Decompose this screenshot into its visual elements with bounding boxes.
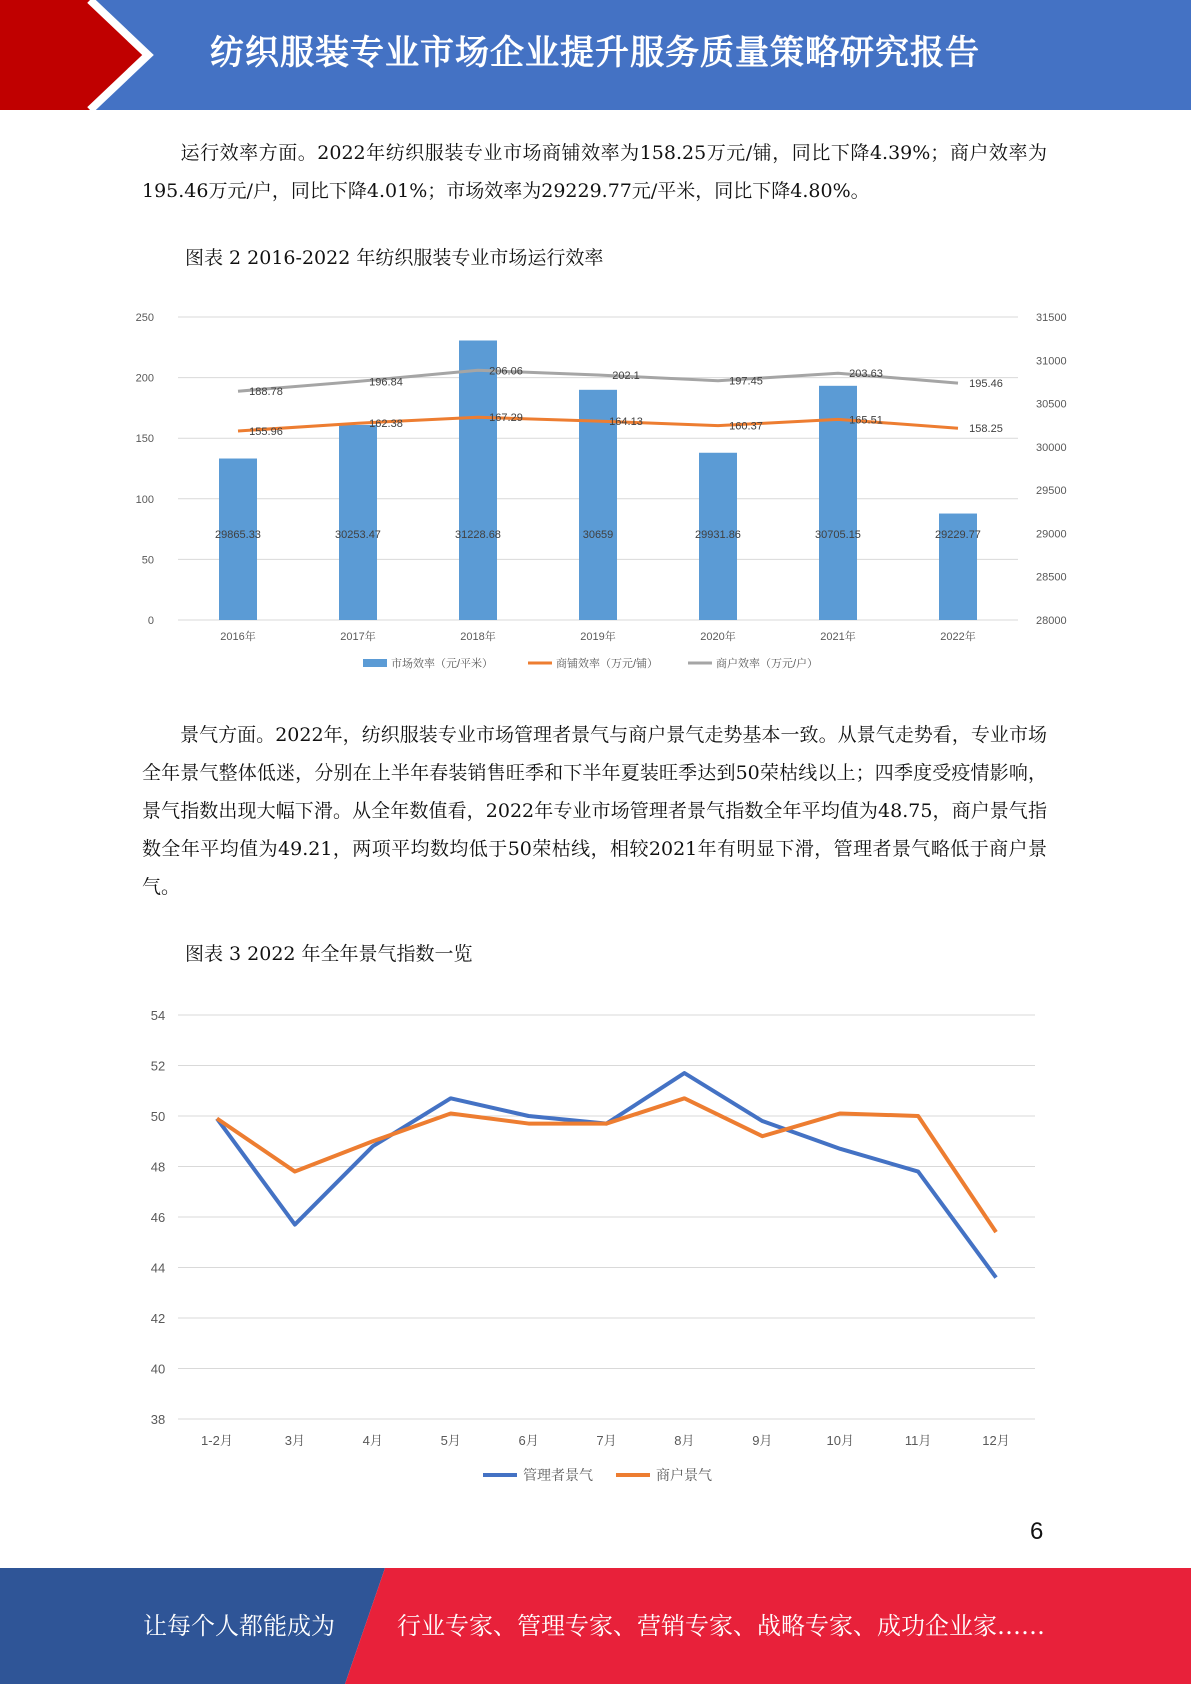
line-data-label: 188.78 — [249, 386, 283, 399]
report-title: 纺织服装专业市场企业提升服务质量策略研究报告 — [210, 33, 980, 73]
y2-tick-label: 31000 — [1036, 355, 1067, 368]
y-tick-label: 50 — [150, 1109, 166, 1124]
line-merchant-climate — [217, 1098, 996, 1232]
x-tick-label: 2021年 — [820, 631, 856, 643]
line-data-label: 155.96 — [249, 425, 283, 438]
x-tick-label: 2016年 — [220, 631, 256, 643]
y-tick-label: 42 — [150, 1311, 166, 1326]
y-tick-label: 54 — [150, 1008, 166, 1023]
y2-tick-label: 29500 — [1036, 485, 1067, 498]
header-chevron-decoration — [0, 0, 160, 110]
y-tick-label: 250 — [135, 312, 154, 324]
y2-tick-label: 28500 — [1036, 571, 1067, 584]
line-data-label: 196.84 — [369, 376, 403, 389]
x-tick-label: 1-2月 — [201, 1433, 233, 1448]
report-header — [0, 0, 1191, 110]
x-tick-label: 8月 — [674, 1433, 695, 1448]
x-tick-label: 9月 — [752, 1433, 773, 1448]
y2-tick-label: 31500 — [1036, 312, 1067, 324]
climate-index-chart — [138, 1000, 1058, 1500]
bar-data-label: 30659 — [582, 529, 614, 541]
y-tick-label: 44 — [150, 1260, 166, 1276]
x-tick-label: 3月 — [284, 1433, 305, 1448]
climate-paragraph: 景气方面。2022年，纺织服装专业市场管理者景气与商户景气走势基本一致。从景气走势看，专业市场全年景气整体低迷，分别在上半年春装销售旺季和下半年夏装旺季达到50荣枯线以上；四季度受疫情影响，景气指数出现大幅下滑。从全年数值看，2022年专业市场管理者景气指数全年平均值为48.75，商户景气指数全年平均值为49.21，两项平均数均低于50荣枯线，相较2021年有明显下滑，管理者景气略低于商户景气。 — [142, 724, 1047, 898]
footer-slogan-left: 让每个人都能成为 — [143, 1612, 335, 1640]
x-tick-label: 2019年 — [580, 631, 616, 643]
y2-tick-label: 30500 — [1036, 398, 1067, 411]
x-tick-label: 4月 — [362, 1433, 383, 1448]
y-tick-label: 0 — [147, 615, 154, 627]
x-tick-label: 5月 — [440, 1433, 461, 1448]
bar-data-label: 29931.86 — [695, 529, 741, 541]
y-tick-label: 40 — [150, 1361, 166, 1377]
y-tick-label: 48 — [150, 1159, 166, 1175]
report-footer — [0, 1568, 1191, 1684]
line-data-label: 164.13 — [609, 416, 643, 429]
chart2-caption: 图表 2 2016-2022 年纺织服装专业市场运行效率 — [185, 247, 604, 269]
y-tick-label: 200 — [135, 372, 154, 385]
legend-label: 商铺效率（万元/铺） — [556, 658, 659, 670]
line-data-label: 162.38 — [369, 418, 403, 431]
y-tick-label: 38 — [150, 1412, 166, 1427]
page-number: 6 — [1030, 1518, 1044, 1545]
legend-swatch — [363, 659, 387, 667]
bar-market-efficiency — [459, 340, 497, 620]
y2-tick-label: 30000 — [1036, 441, 1067, 454]
x-tick-label: 2020年 — [700, 631, 736, 643]
line-data-label: 160.37 — [729, 420, 763, 433]
y-tick-label: 52 — [150, 1058, 166, 1074]
line-data-label: 158.25 — [969, 423, 1003, 436]
y-tick-label: 46 — [150, 1210, 166, 1225]
x-tick-label: 12月 — [982, 1433, 1010, 1448]
y-tick-label: 150 — [135, 433, 154, 446]
x-tick-label: 10月 — [826, 1433, 854, 1448]
bar-data-label: 30253.47 — [335, 529, 381, 541]
y2-tick-label: 29000 — [1036, 528, 1067, 541]
y2-tick-label: 28000 — [1036, 615, 1067, 627]
bar-data-label: 29865.33 — [215, 529, 261, 541]
x-tick-label: 2018年 — [460, 631, 496, 643]
x-tick-label: 2022年 — [940, 631, 976, 643]
y-tick-label: 100 — [135, 493, 154, 506]
chart3-caption: 图表 3 2022 年全年景气指数一览 — [185, 943, 473, 965]
bar-market-efficiency — [339, 425, 377, 620]
x-tick-label: 6月 — [518, 1433, 539, 1448]
line-data-label: 202.1 — [612, 370, 640, 383]
line-data-label: 165.51 — [849, 414, 883, 427]
bar-data-label: 31228.68 — [455, 529, 501, 541]
x-tick-label: 11月 — [904, 1433, 932, 1448]
line-data-label: 203.63 — [849, 368, 883, 381]
y-tick-label: 50 — [141, 554, 154, 567]
footer-slogan-right: 行业专家、管理专家、营销专家、战略专家、成功企业家…… — [397, 1612, 1045, 1640]
line-data-label: 197.45 — [729, 375, 763, 388]
x-tick-label: 2017年 — [340, 631, 376, 643]
x-tick-label: 7月 — [596, 1433, 617, 1448]
legend-label: 商户效率（万元/户） — [716, 658, 819, 670]
line-data-label: 206.06 — [489, 365, 523, 378]
line-data-label: 195.46 — [969, 378, 1003, 391]
line-data-label: 167.29 — [489, 412, 523, 425]
bar-data-label: 30705.15 — [815, 529, 861, 541]
legend-label: 管理者景气 — [523, 1467, 593, 1483]
legend-label: 市场效率（元/平米） — [391, 658, 494, 670]
line-manager-climate — [217, 1073, 996, 1278]
efficiency-chart — [135, 300, 1067, 680]
bar-data-label: 29229.77 — [935, 529, 981, 541]
efficiency-paragraph: 运行效率方面。2022年纺织服装专业市场商铺效率为158.25万元/铺，同比下降4.39%；商户效率为195.46万元/户，同比下降4.01%；市场效率为29229.77元/平米，同比下降4.80%。 — [142, 142, 1047, 202]
legend-label: 商户景气 — [656, 1467, 712, 1483]
